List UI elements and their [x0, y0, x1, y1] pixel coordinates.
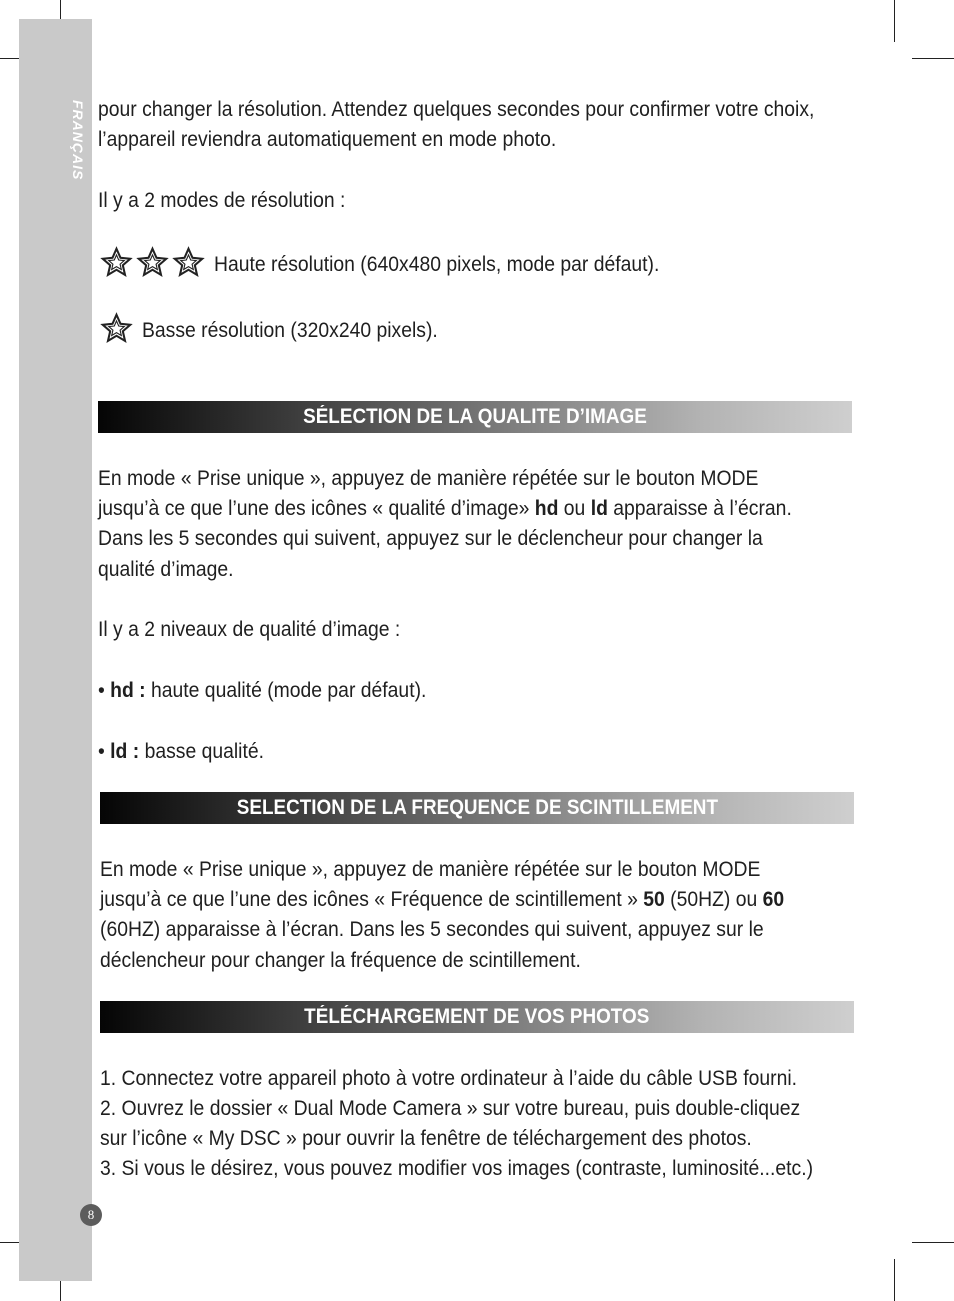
text-run: jusqu’à ce que l’une des icônes « qualité d’image» [98, 496, 535, 520]
step-item: 3. Si vous le désirez, vous pouvez modifier vos images (contraste, luminosité...etc.) [100, 1156, 814, 1180]
text-run: haute qualité (mode par défaut). [145, 678, 427, 702]
star-rating [100, 246, 208, 279]
text-run: (50HZ) ou [664, 887, 763, 911]
term-hd: hd : [110, 678, 146, 702]
text-run: apparaisse à l’écran. [607, 496, 792, 520]
section-heading-text: SÉLECTION DE LA QUALITE D’IMAGE [303, 405, 647, 428]
crop-mark [912, 1242, 954, 1243]
page-number: 8 [80, 1204, 102, 1226]
paragraph-line: déclencheur pour changer la fréquence de scintillement. [100, 948, 581, 972]
intro-line: pour changer la résolution. Attendez quelques secondes pour confirmer votre choix, [98, 97, 815, 121]
quality-levels-intro: Il y a 2 niveaux de qualité d’image : [98, 617, 401, 641]
paragraph-line: En mode « Prise unique », appuyez de manière répétée sur le bouton MODE [100, 857, 761, 881]
section-heading-text: SELECTION DE LA FREQUENCE DE SCINTILLEMENT [236, 796, 718, 819]
section-heading-download [100, 1001, 854, 1033]
star-rating [100, 312, 136, 345]
step-item-continuation: sur l’icône « My DSC » pour ouvrir la fenêtre de téléchargement des photos. [100, 1126, 752, 1150]
text-run: jusqu’à ce que l’une des icônes « Fréquence de scintillement » [100, 887, 644, 911]
low-resolution-row [100, 312, 471, 345]
low-resolution-label: Basse résolution (320x240 pixels). [142, 318, 438, 342]
paragraph-line [98, 493, 792, 523]
paragraph-line: qualité d’image. [98, 557, 234, 581]
list-item: • hd : haute qualité (mode par défaut). [98, 678, 427, 702]
language-label: FRANÇAIS [70, 100, 86, 181]
text-run: basse qualité. [139, 739, 264, 763]
section-heading-text: TÉLÉCHARGEMENT DE VOS PHOTOS [304, 1005, 650, 1028]
text-run: ou [558, 496, 591, 520]
crop-mark [912, 58, 954, 59]
term-ld: ld : [110, 739, 140, 763]
paragraph-line: En mode « Prise unique », appuyez de manière répétée sur le bouton MODE [98, 466, 759, 490]
star-outline-icon [172, 246, 205, 279]
paragraph-line: Dans les 5 secondes qui suivent, appuyez sur le déclencheur pour changer la [98, 526, 763, 550]
crop-mark [894, 1259, 895, 1301]
high-resolution-label: Haute résolution (640x480 pixels, mode par défaut). [214, 252, 660, 276]
high-resolution-row [100, 246, 709, 279]
star-outline-icon [100, 312, 133, 345]
term-50: 50 [643, 887, 665, 911]
star-outline-icon [100, 246, 133, 279]
term-hd: hd [534, 496, 559, 520]
term-60: 60 [762, 887, 785, 911]
list-item: • ld : basse qualité. [98, 739, 264, 763]
step-item: 2. Ouvrez le dossier « Dual Mode Camera » sur votre bureau, puis double-cliquez [100, 1096, 801, 1120]
language-sidebar [19, 19, 92, 1281]
section-heading-quality [98, 401, 852, 433]
resolution-modes-intro: Il y a 2 modes de résolution : [98, 188, 346, 212]
intro-line: l’appareil reviendra automatiquement en mode photo. [98, 127, 557, 151]
crop-mark [894, 0, 895, 42]
step-item: 1. Connectez votre appareil photo à votre ordinateur à l’aide du câble USB fourni. [100, 1066, 798, 1090]
section-heading-flicker [100, 792, 854, 824]
paragraph-line [100, 884, 784, 914]
paragraph-line: (60HZ) apparaisse à l’écran. Dans les 5 secondes qui suivent, appuyez sur le [100, 917, 764, 941]
term-ld: ld [590, 496, 608, 520]
star-outline-icon [136, 246, 169, 279]
